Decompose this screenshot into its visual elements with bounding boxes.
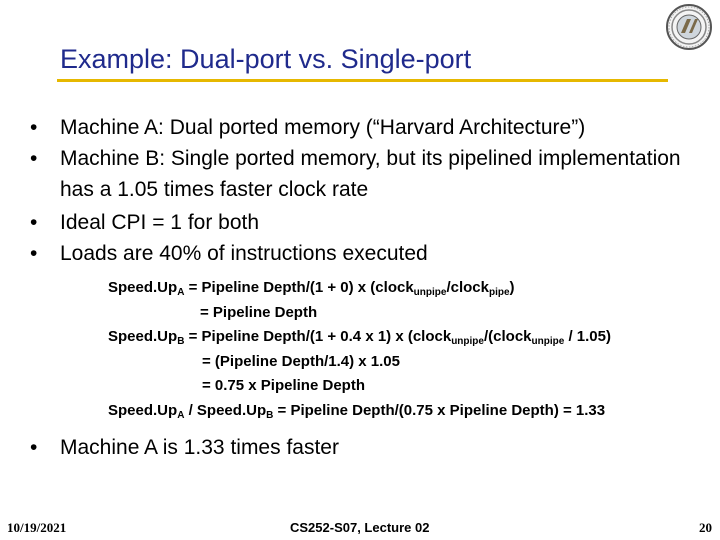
bullet-item: • Loads are 40% of instructions executed [30,238,720,269]
formula-line-speedup-a [108,276,708,301]
formula-line-ratio [108,399,708,424]
subscript: unpipe [531,336,565,347]
page-number: 20 [699,520,712,535]
formula-text: = Pipeline Depth/(0.75 x Pipeline Depth) = 1.33 [273,401,606,419]
formula-text: = 0.75 x Pipeline Depth [202,377,365,394]
slide-title: Example: Dual-port vs. Single-port [60,44,472,74]
formula-text: Speed.Up [108,401,178,419]
speedup-derivation [108,276,708,423]
subscript: unpipe [451,336,484,347]
formula-text: ) [509,279,515,296]
bullet-item: • Machine A: Dual ported memory (“Harvard Architecture”) [30,112,720,143]
footer-course: CS252-S07, Lecture 02 [290,520,430,535]
formula-text: Speed.Up [108,279,178,296]
formula-line-speedup-b [108,325,708,350]
subscript: pipe [488,287,510,298]
title-underline [57,79,668,82]
subscript: B [266,409,274,421]
formula-text: Speed.Up [108,328,178,345]
formula-line-result-a [108,301,708,326]
bullet-item: • Ideal CPI = 1 for both [30,207,720,238]
formula-text: /(clock [483,328,532,345]
subscript: A [177,287,185,298]
formula-text: = Pipeline Depth [200,303,318,321]
university-seal-icon [665,3,713,51]
footer-date: 10/19/2021 [7,520,67,535]
formula-text: / Speed.Up [184,401,267,419]
subscript: B [177,336,185,347]
subscript: A [177,409,185,421]
formula-text: = Pipeline Depth/(1 + 0.4 x 1) x (clock [184,328,452,345]
formula-text: = (Pipeline Depth/1.4) x 1.05 [202,352,400,370]
bullet-item: • Machine B: Single ported memory, but its pipelined implementation has a 1.05 times faster clock rate [30,143,720,205]
subscript: unpipe [413,287,447,298]
formula-text: = Pipeline Depth/(1 + 0) x (clock [184,279,414,296]
formula-text: /clock [446,279,489,296]
formula-line-step-b1 [108,350,708,375]
bullet-list [30,112,720,269]
formula-text: / 1.05) [564,328,611,345]
conclusion-list [30,432,690,463]
formula-line-step-b2 [108,374,708,399]
conclusion-bullet: • Machine A is 1.33 times faster [30,432,690,463]
